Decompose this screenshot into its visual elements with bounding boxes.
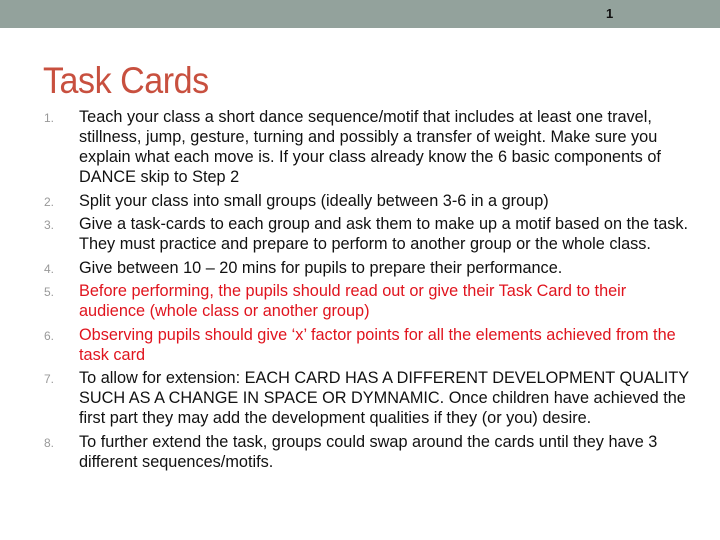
page-number: 1 xyxy=(606,6,614,21)
item-text: Observing pupils should give ‘x’ factor points for all the elements achieved from the task card xyxy=(79,325,676,364)
list-item xyxy=(0,258,720,278)
item-number: 2. xyxy=(44,194,55,209)
slide-title: Task Cards xyxy=(43,60,209,101)
item-number: 6. xyxy=(44,328,55,343)
list-item xyxy=(0,325,720,365)
list-item xyxy=(0,368,720,428)
list-item xyxy=(0,214,720,254)
item-number: 8. xyxy=(44,435,55,450)
list-item xyxy=(0,107,720,187)
item-text: Split your class into small groups (ideally between 3-6 in a group) xyxy=(79,191,549,210)
item-text: Give between 10 – 20 mins for pupils to prepare their performance. xyxy=(79,258,563,277)
item-number: 5. xyxy=(44,285,55,299)
task-list xyxy=(0,107,720,475)
item-text: Give a task-cards to each group and ask them to make up a motif based on the task. They must practice and prepare to perform to another group or the whole class. xyxy=(79,215,689,253)
item-text: To further extend the task, groups could swap around the cards until they have 3 different sequences/motifs. xyxy=(79,432,658,471)
list-item xyxy=(0,281,720,321)
item-text: Before performing, the pupils should read out or give their Task Card to their audience (whole class or another group) xyxy=(79,282,627,320)
item-text: Teach your class a short dance sequence/motif that includes at least one travel, stillness, jump, gesture, turning and possibly a transfer of weight. Make sure you explain what each move is. If your class already know the 6 basic components of DANCE skip to Step 2 xyxy=(79,108,661,186)
list-item xyxy=(0,191,720,211)
item-text: To allow for extension: EACH CARD HAS A DIFFERENT DEVELOPMENT QUALITY SUCH AS A CHANGE IN SPACE OR DYMNAMIC. Once children have achieved the first part they may add the development qualities if they (or you) desire. xyxy=(79,369,689,427)
item-number: 3. xyxy=(44,218,55,232)
item-number: 4. xyxy=(44,261,55,276)
item-number: 7. xyxy=(44,372,55,386)
item-number: 1. xyxy=(44,111,55,125)
list-item xyxy=(0,432,720,472)
